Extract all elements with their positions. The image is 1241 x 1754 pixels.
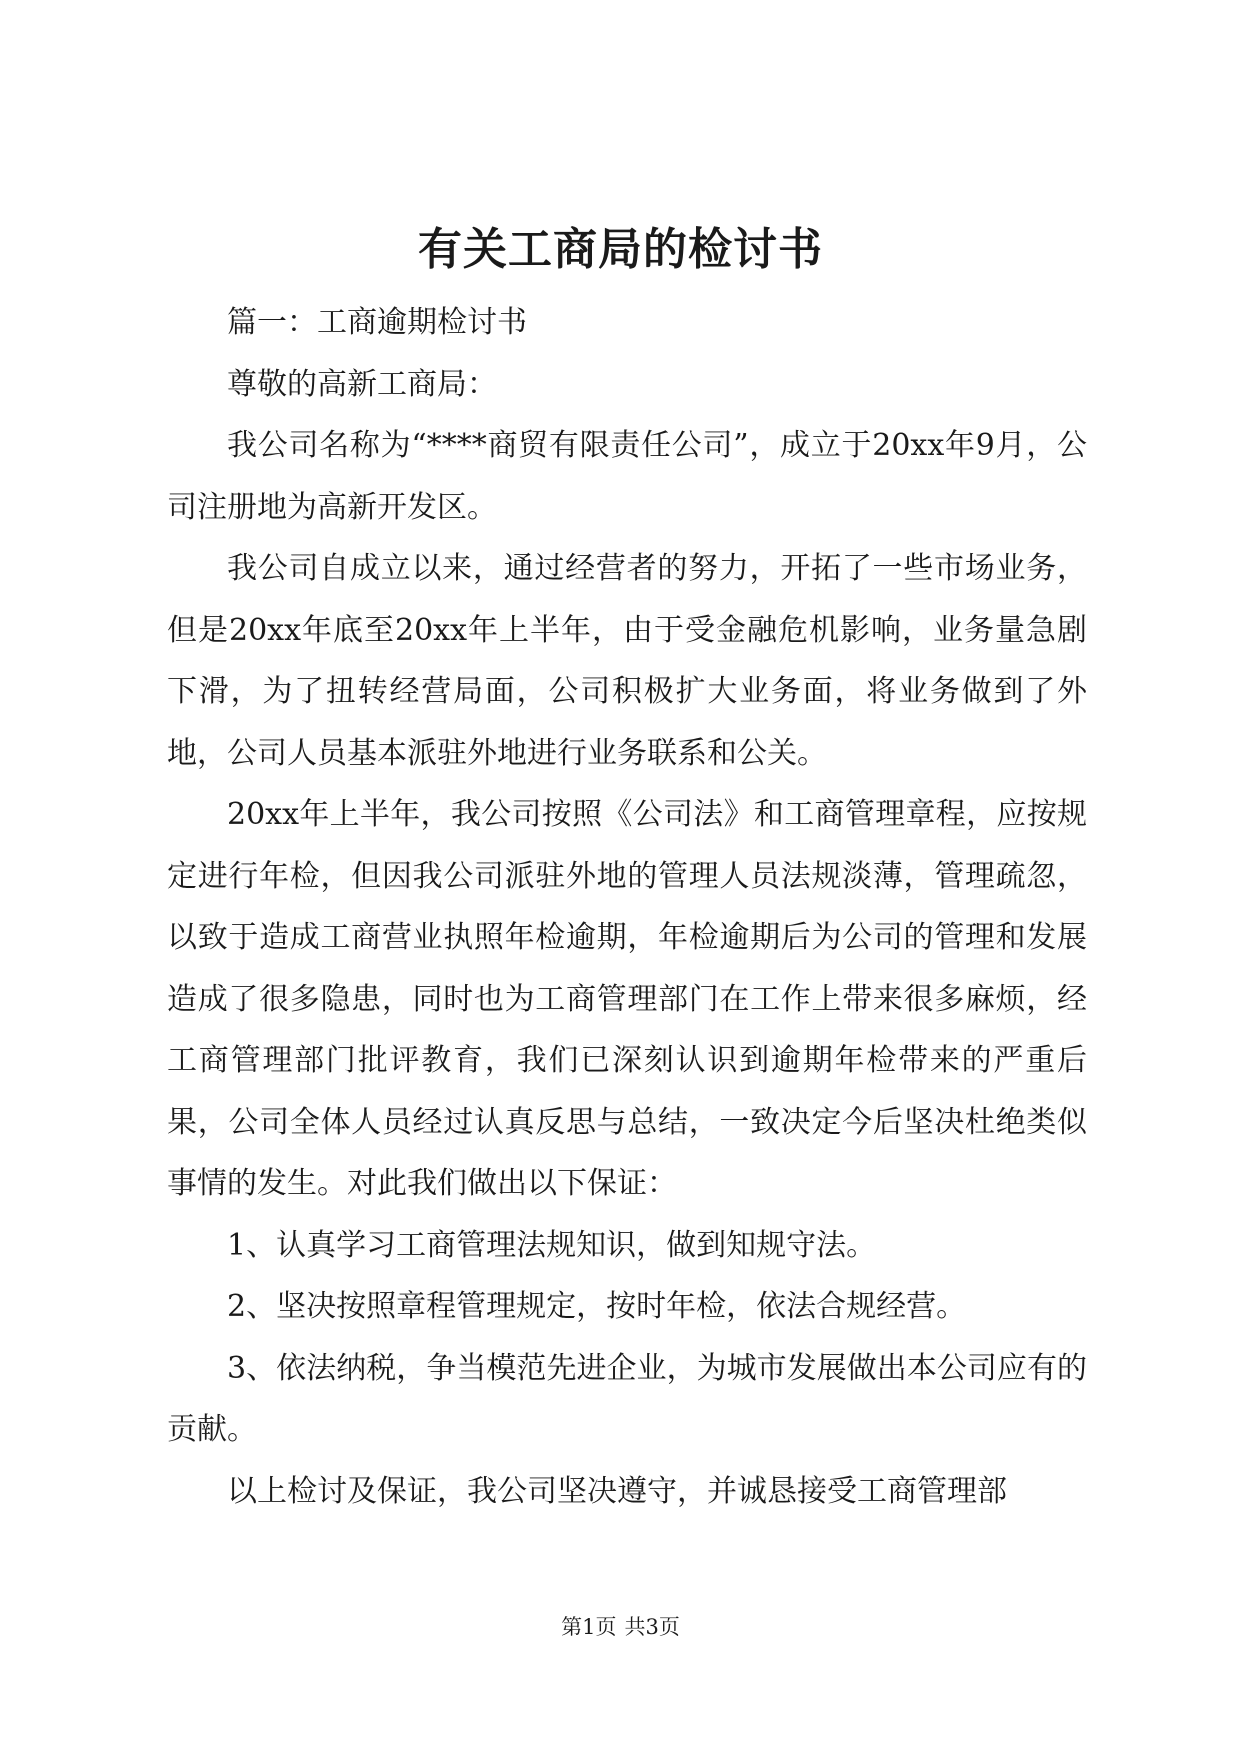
body-paragraph: 以上检讨及保证，我公司坚决遵守，并诚恳接受工商管理部 xyxy=(227,1473,1007,1509)
list-item: 2、坚决按照章程管理规定，按时年检，依法合规经营。 xyxy=(227,1289,967,1324)
page-total: 共3页 xyxy=(624,1615,680,1639)
document-title: 有关工商局的检讨书 xyxy=(418,224,823,275)
body-paragraph: 我公司自成立以来，通过经营者的努力，开拓了一些市场业务，但是20xx年底至20xx年上半年，由于受金融危机影响，业务量急剧下滑，为了扭转经营局面，公司积极扩大业务面，将业务做到了外地，公司人员基本派驻外地进行业务联系和公关。 xyxy=(167,551,1087,771)
list-item: 3、依法纳税，争当模范先进企业，为城市发展做出本公司应有的贡献。 xyxy=(167,1350,1087,1447)
list-item: 1、认真学习工商管理法规知识，做到知规守法。 xyxy=(227,1227,877,1263)
salutation: 尊敬的高新工商局： xyxy=(227,366,497,402)
document-body xyxy=(167,292,1087,1522)
body-paragraph: 20xx年上半年，我公司按照《公司法》和工商管理章程，应按规定进行年检，但因我公司派驻外地的管理人员法规淡薄，管理疏忽，以致于造成工商营业执照年检逾期，年检逾期后为公司的管理和发展造成了很多隐患，同时也为工商管理部门在工作上带来很多麻烦，经工商管理部门批评教育，我们已深刻认识到逾期年检带来的严重后果，公司全体人员经过认真反思与总结，一致决定今后坚决杜绝类似事情的发生。对此我们做出以下保证： xyxy=(167,797,1087,1201)
section-heading: 篇一：工商逾期检讨书 xyxy=(227,305,527,340)
page-number: 第1页 xyxy=(561,1615,617,1639)
body-paragraph: 我公司名称为“****商贸有限责任公司”，成立于20xx年9月，公司注册地为高新开发区。 xyxy=(167,428,1087,525)
page-footer xyxy=(0,1612,1241,1642)
